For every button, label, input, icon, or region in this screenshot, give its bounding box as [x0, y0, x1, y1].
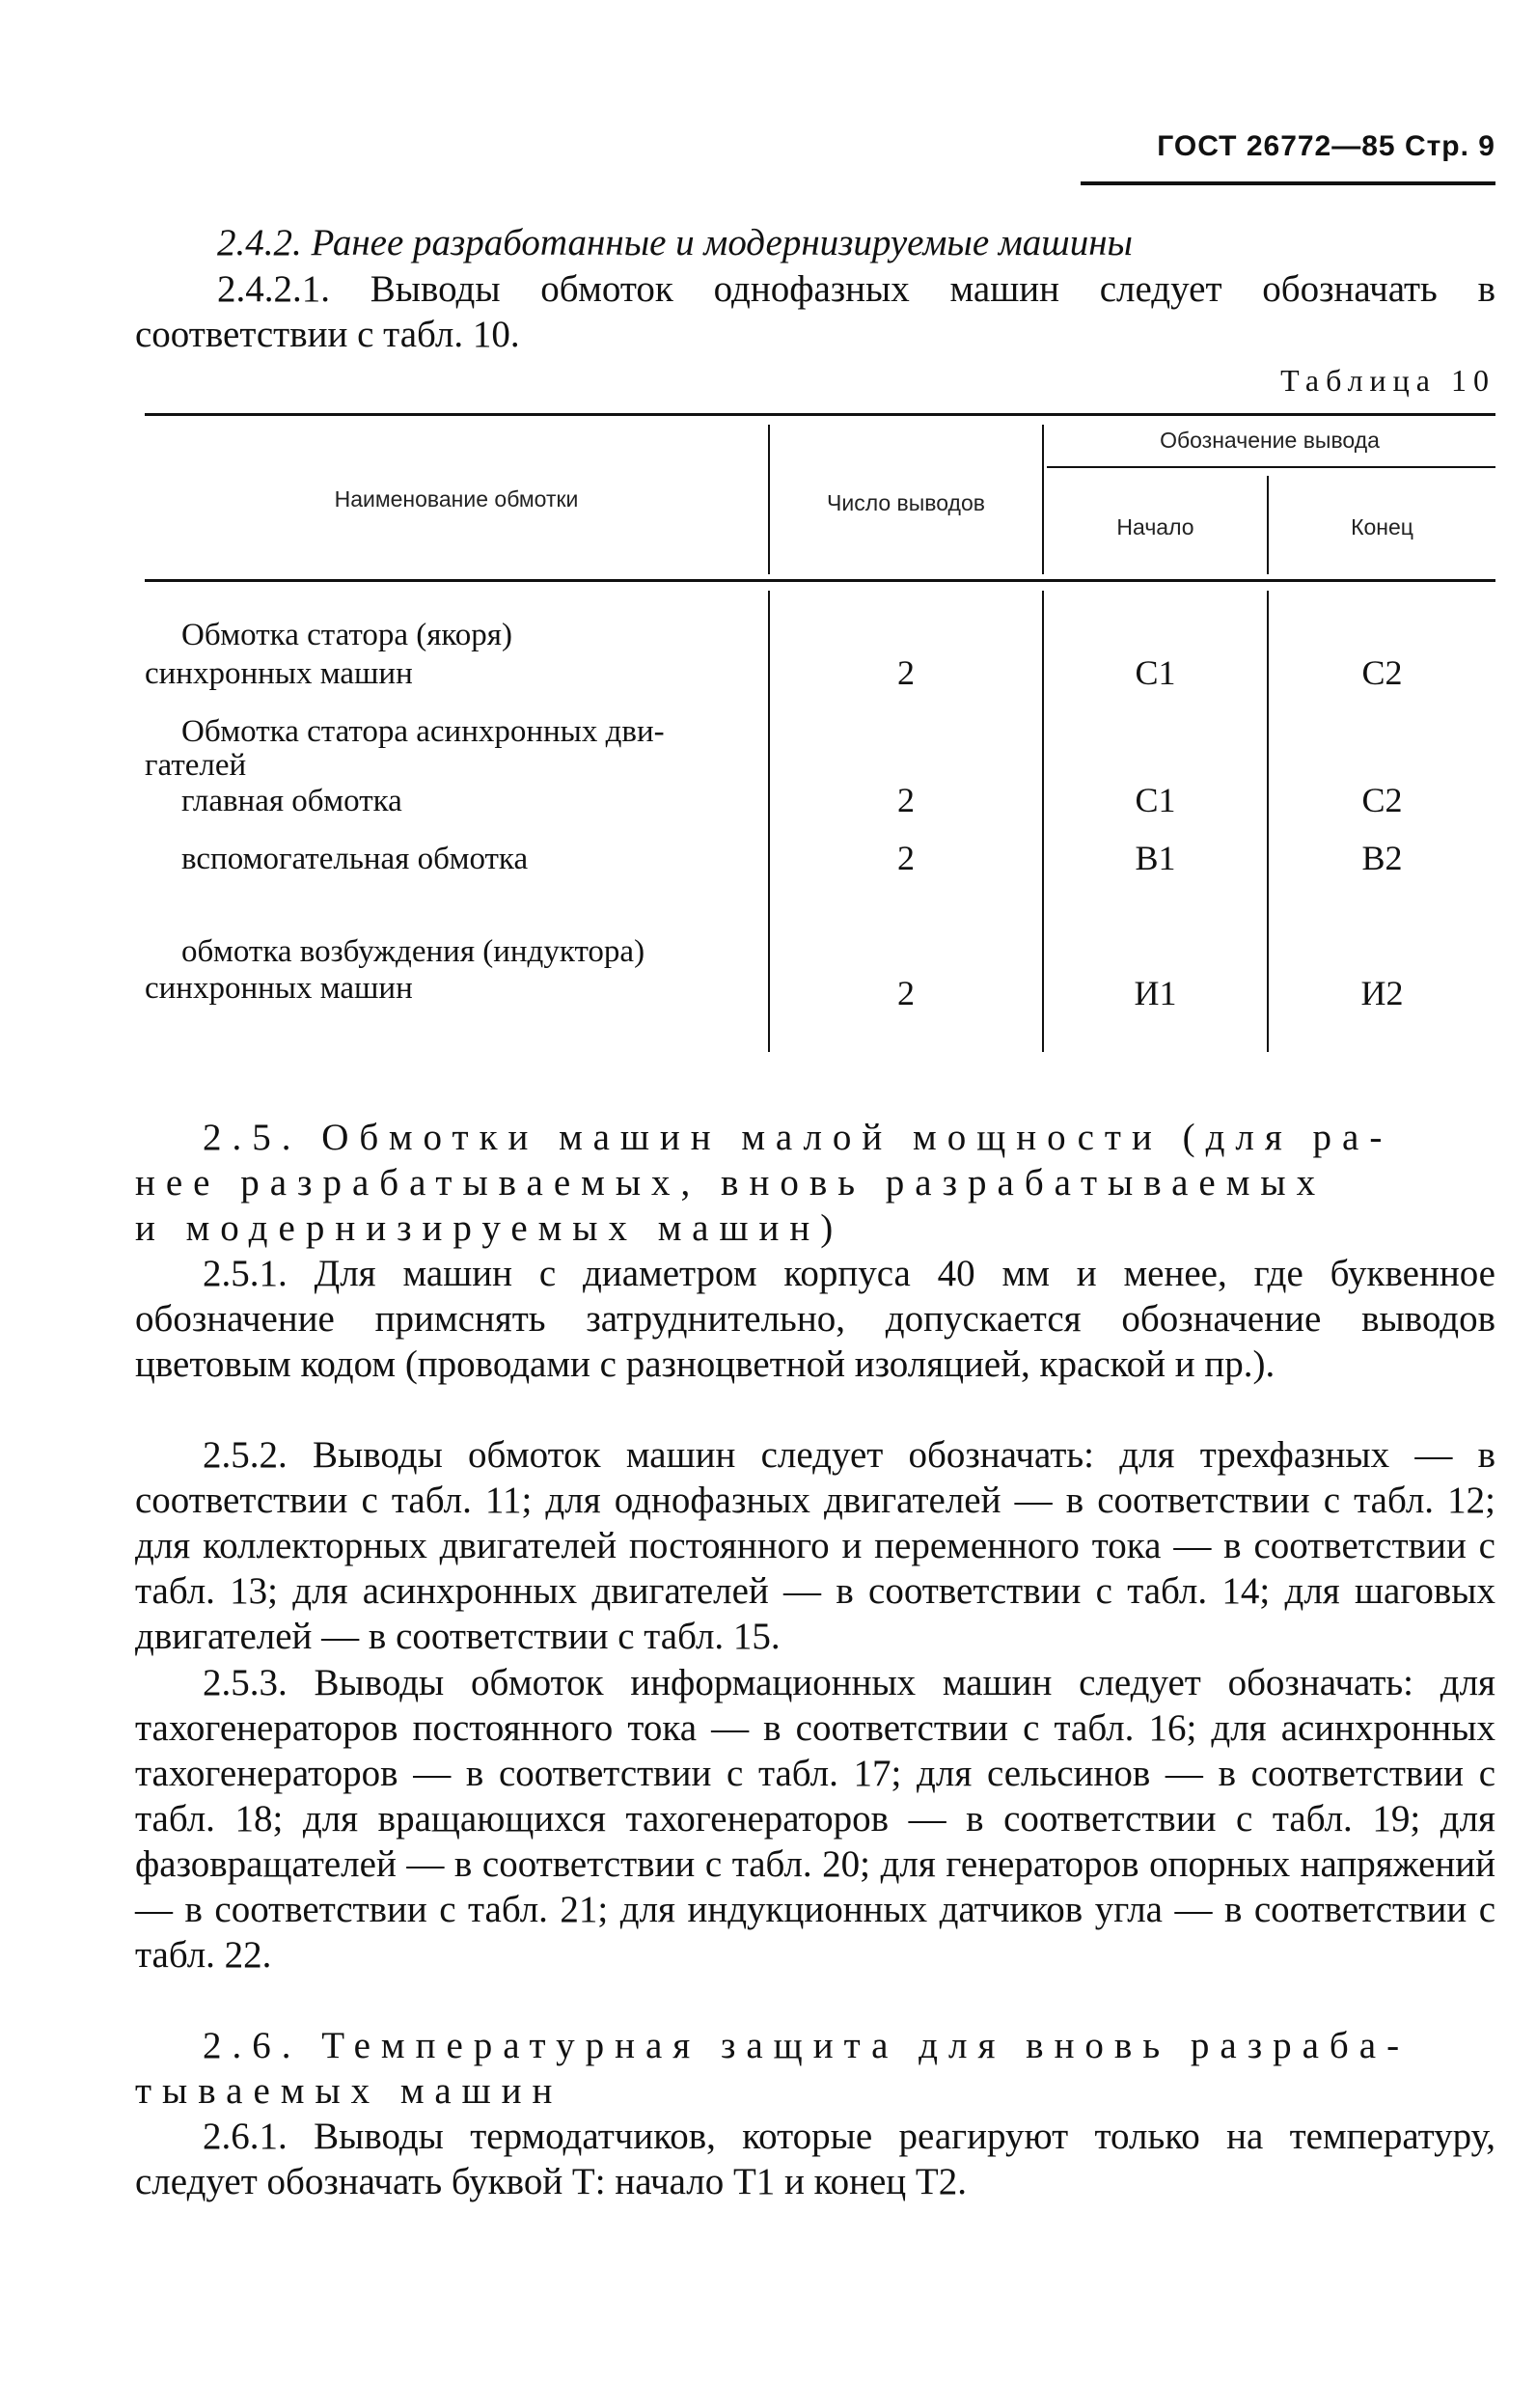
row-count: 2 — [897, 974, 915, 1012]
header-underline — [1081, 181, 1495, 185]
row-start: В1 — [1135, 839, 1176, 877]
page-header: ГОСТ 26772—85 Стр. 9 — [1157, 130, 1495, 162]
row-start: И1 — [1134, 974, 1177, 1012]
row-end: В2 — [1361, 839, 1403, 877]
table-top-rule — [145, 413, 1495, 416]
table-caption: Таблица 10 — [1280, 363, 1495, 398]
section-2-5-title: нее разрабатываемых, вновь разрабатываемых — [135, 1162, 1327, 1204]
row-name: обмотка возбуждения (индуктора) — [181, 934, 645, 969]
section-2-4-2-title: 2.4.2. Ранее разработанные и модернизируемые машины — [217, 222, 1133, 263]
row-name: синхронных машин — [145, 971, 413, 1006]
row-name: Обмотка статора (якоря) — [181, 618, 512, 652]
section-2-5-2-paragraph: 2.5.2. Выводы обмоток машин следует обозначать: для трехфазных — в соответствии с табл. 11; для однофазных двигателей — в соответствии с табл. 12; для коллекторных двигателей постоянного и переменного тока — в соответствии с табл. 13; для асинхронных двигателей — в соответствии с табл. 14; для шаговых двигателей — в соответствии с табл. 15. — [135, 1434, 1495, 1657]
section-2-5-title: 2.5. Обмотки машин малой мощности (для ра- — [203, 1117, 1393, 1158]
row-name: вспомогательная обмотка — [181, 842, 529, 876]
col-header-start: Начало — [1116, 514, 1194, 540]
row-start: С1 — [1135, 781, 1176, 819]
row-end: С2 — [1361, 781, 1403, 819]
row-start: С1 — [1135, 653, 1176, 692]
section-2-6-title: тываемых машин — [135, 2070, 563, 2112]
row-count: 2 — [897, 839, 915, 877]
col-header-end: Конец — [1351, 514, 1413, 540]
col-header-designation: Обозначение вывода — [1160, 428, 1380, 453]
row-count: 2 — [897, 781, 915, 819]
col-header-count: Число выводов — [827, 490, 985, 515]
row-name: гателей — [145, 748, 247, 783]
table-header-bottom-rule — [145, 579, 1495, 582]
section-2-4-2-1-paragraph: 2.4.2.1. Выводы обмоток однофазных машин следует обозначать в соответствии с табл. 10. — [135, 268, 1495, 355]
row-end: И2 — [1360, 974, 1404, 1012]
row-name: главная обмотка — [181, 784, 402, 818]
row-end: С2 — [1361, 653, 1403, 692]
col-header-name: Наименование обмотки — [334, 486, 579, 512]
row-count: 2 — [897, 653, 915, 692]
row-name: Обмотка статора асинхронных дви- — [181, 714, 665, 749]
section-2-5-title: и модернизируемых машин) — [135, 1207, 844, 1249]
section-2-5-1-paragraph: 2.5.1. Для машин с диаметром корпуса 40 мм и менее, где буквенное обозначение примснять затруднительно, допускается обозначение выводов цветовым кодом (проводами с разноцветной изоляцией, краской и пр.). — [135, 1253, 1495, 1385]
section-2-5-3-paragraph: 2.5.3. Выводы обмоток информационных машин следует обозначать: для тахогенераторов постоянного тока — в соответствии с табл. 16; для асинхронных тахогенераторов — в соответствии с табл. 17; для сельсинов — в соответствии с табл. 18; для вращающихся тахогенераторов — в соответствии с табл. 19; для фазовращателей — в соответствии с табл. 20; для генераторов опорных напряжений — в соответствии с табл. 21; для индукционных датчиков угла — в соответствии с табл. 22. — [135, 1662, 1495, 1976]
section-2-6-1-paragraph: 2.6.1. Выводы термодатчиков, которые реагируют только на температуру, следует обозначать буквой Т: начало Т1 и конец Т2. — [135, 2116, 1495, 2202]
section-2-6-title: 2.6. Температурная защита для вновь разраба- — [203, 2025, 1411, 2066]
table-subheader-rule — [1047, 466, 1495, 468]
row-name: синхронных машин — [145, 656, 413, 691]
